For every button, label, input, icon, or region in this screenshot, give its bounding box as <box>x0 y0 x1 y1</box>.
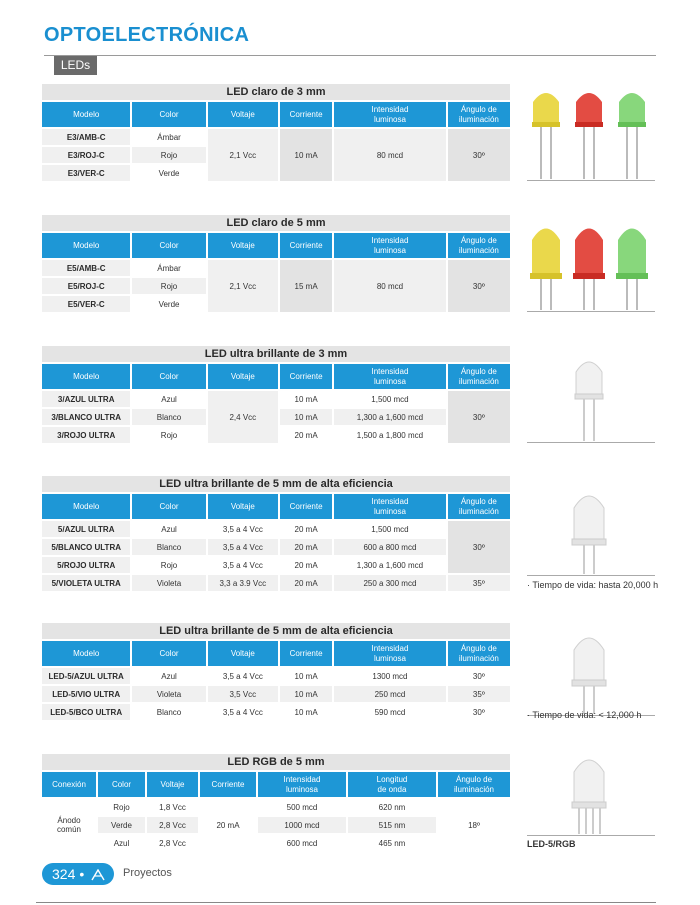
table-title: LED claro de 5 mm <box>42 215 510 231</box>
angle-cell: 30º <box>448 129 510 181</box>
intensity-cell: 600 a 800 mcd <box>334 539 445 555</box>
led-5-ultra-table-block <box>42 623 510 722</box>
yellow-led-icon <box>532 93 560 179</box>
header-row <box>42 233 510 258</box>
angle-cell: 35º <box>448 686 510 702</box>
intensity-cell: 600 mcd <box>258 835 346 851</box>
intensity-cell: 250 a 300 mcd <box>334 575 445 591</box>
model-cell: 5/BLANCO ULTRA <box>42 539 130 555</box>
lifetime-caption: · Tiempo de vida: < 12,000 h <box>527 710 642 720</box>
page-number-badge <box>42 863 114 885</box>
voltage-cell: 2,8 Vcc <box>147 817 198 833</box>
title-divider <box>44 55 656 56</box>
color-cell: Blanco <box>132 409 205 425</box>
current-cell: 20 mA <box>280 521 332 537</box>
led-5mm-table-block <box>42 215 510 314</box>
rgb-led-icon <box>572 760 606 834</box>
header-current: Corriente <box>280 102 332 127</box>
bottom-divider <box>36 902 656 903</box>
table-row <box>42 686 510 702</box>
rgb-model-caption: LED-5/RGB <box>527 839 576 849</box>
angle-cell: 30º <box>448 391 510 443</box>
footer-section-label: Proyectos <box>123 867 172 879</box>
header-row <box>42 772 510 797</box>
model-cell: E3/AMB-C <box>42 129 130 145</box>
header-row <box>42 494 510 519</box>
model-cell: LED-5/BCO ULTRA <box>42 704 130 720</box>
model-cell: 3/ROJO ULTRA <box>42 427 130 443</box>
model-cell: E5/AMB-C <box>42 260 130 276</box>
table-title: LED ultra brillante de 5 mm de alta eficiencia <box>42 476 510 492</box>
header-current: Corriente <box>280 364 332 389</box>
intensity-cell: 1000 mcd <box>258 817 346 833</box>
current-cell: 20 mA <box>280 575 332 591</box>
voltage-cell: 3,5 a 4 Vcc <box>208 521 278 537</box>
current-cell: 10 mA <box>280 704 332 720</box>
voltage-cell: 2,1 Vcc <box>208 129 278 181</box>
current-cell: 10 mA <box>280 129 332 181</box>
header-voltage: Voltaje <box>208 364 278 389</box>
current-cell: 10 mA <box>280 668 332 684</box>
header-color: Color <box>132 494 205 519</box>
header-intensity: Intensidad luminosa <box>334 233 445 258</box>
connection-cell: Ánodo común <box>42 799 96 851</box>
yellow-led-icon <box>530 229 562 311</box>
section-tab: LEDs <box>54 56 97 75</box>
header-angle: Ángulo de iluminación <box>448 364 510 389</box>
led-3mm-table <box>40 100 512 183</box>
header-color: Color <box>98 772 145 797</box>
intensity-cell: 250 mcd <box>334 686 445 702</box>
header-color: Color <box>132 233 205 258</box>
header-angle: Ángulo de iluminación <box>448 233 510 258</box>
header-voltage: Voltaje <box>208 494 278 519</box>
color-cell: Blanco <box>132 704 205 720</box>
model-cell: E5/ROJ-C <box>42 278 130 294</box>
led-rgb-table <box>40 770 512 853</box>
led-ultra-5mm-table-block <box>42 476 510 593</box>
color-cell: Azul <box>132 391 205 407</box>
intensity-cell: 500 mcd <box>258 799 346 815</box>
color-cell: Rojo <box>132 278 205 294</box>
project-icon <box>91 869 105 881</box>
table-row <box>42 575 510 591</box>
wavelength-cell: 465 nm <box>348 835 436 851</box>
header-model: Modelo <box>42 494 130 519</box>
model-cell: 5/AZUL ULTRA <box>42 521 130 537</box>
color-cell: Rojo <box>132 147 205 163</box>
header-intensity: Intensidad luminosa <box>334 364 445 389</box>
color-cell: Verde <box>98 817 145 833</box>
header-voltage: Voltaje <box>147 772 198 797</box>
led-ultra-3mm-table-block <box>42 346 510 445</box>
led-rgb-photo <box>527 746 655 836</box>
angle-cell: 30º <box>448 668 510 684</box>
angle-cell: 30º <box>448 260 510 312</box>
color-cell: Rojo <box>132 557 205 573</box>
header-voltage: Voltaje <box>208 102 278 127</box>
color-cell: Verde <box>132 165 205 181</box>
color-cell: Blanco <box>132 539 205 555</box>
current-cell: 20 mA <box>280 557 332 573</box>
table-row <box>42 129 510 145</box>
table-row <box>42 557 510 573</box>
led-rgb-table-block <box>42 754 510 853</box>
color-cell: Violeta <box>132 575 205 591</box>
voltage-cell: 3,5 a 4 Vcc <box>208 704 278 720</box>
voltage-cell: 3,5 a 4 Vcc <box>208 557 278 573</box>
angle-cell: 35º <box>448 575 510 591</box>
current-cell: 10 mA <box>280 391 332 407</box>
header-angle: Ángulo de iluminación <box>448 494 510 519</box>
led-ultra-5mm-table <box>40 492 512 593</box>
color-cell: Ámbar <box>132 260 205 276</box>
color-cell: Rojo <box>98 799 145 815</box>
header-angle: Ángulo de iluminación <box>448 102 510 127</box>
header-angle: Ángulo de iluminación <box>438 772 510 797</box>
header-row <box>42 641 510 666</box>
clear-led-icon <box>572 638 606 714</box>
intensity-cell: 1,300 a 1,600 mcd <box>334 409 445 425</box>
header-wavelength: Longitud de onda <box>348 772 436 797</box>
voltage-cell: 2,4 Vcc <box>208 391 278 443</box>
voltage-cell: 3,5 a 4 Vcc <box>208 539 278 555</box>
header-model: Modelo <box>42 233 130 258</box>
header-current: Corriente <box>280 641 332 666</box>
current-cell: 15 mA <box>280 260 332 312</box>
model-cell: 5/VIOLETA ULTRA <box>42 575 130 591</box>
current-cell: 10 mA <box>280 686 332 702</box>
header-voltage: Voltaje <box>208 641 278 666</box>
color-cell: Azul <box>98 835 145 851</box>
led-5-ultra-photo <box>527 620 655 716</box>
voltage-cell: 3,5 Vcc <box>208 686 278 702</box>
table-row <box>42 799 510 815</box>
led-3mm-photo <box>527 84 655 181</box>
color-cell: Ámbar <box>132 129 205 145</box>
page-title: OPTOELECTRÓNICA <box>44 24 250 46</box>
header-intensity: Intensidad luminosa <box>334 494 445 519</box>
table-title: LED ultra brillante de 5 mm de alta eficiencia <box>42 623 510 639</box>
header-model: Modelo <box>42 641 130 666</box>
header-angle: Ángulo de iluminación <box>448 641 510 666</box>
lifetime-caption: · Tiempo de vida: hasta 20,000 h <box>527 580 659 590</box>
color-cell: Verde <box>132 296 205 312</box>
bullet-icon: • <box>79 866 85 882</box>
table-row <box>42 539 510 555</box>
intensity-cell: 80 mcd <box>334 260 445 312</box>
clear-led-icon <box>572 496 606 574</box>
led-5mm-photo <box>527 215 655 312</box>
intensity-cell: 1300 mcd <box>334 668 445 684</box>
wavelength-cell: 515 nm <box>348 817 436 833</box>
header-current: Corriente <box>200 772 256 797</box>
header-row <box>42 102 510 127</box>
color-cell: Rojo <box>132 427 205 443</box>
led-5-ultra-table <box>40 639 512 722</box>
header-voltage: Voltaje <box>208 233 278 258</box>
voltage-cell: 2,8 Vcc <box>147 835 198 851</box>
header-intensity: Intensidad luminosa <box>334 641 445 666</box>
header-model: Modelo <box>42 102 130 127</box>
led-3mm-table-block <box>42 84 510 183</box>
table-row <box>42 521 510 537</box>
header-intensity: Intensidad luminosa <box>334 102 445 127</box>
clear-led-icon <box>575 362 603 441</box>
table-title: LED RGB de 5 mm <box>42 754 510 770</box>
color-cell: Azul <box>132 521 205 537</box>
model-cell: 5/ROJO ULTRA <box>42 557 130 573</box>
intensity-cell: 1,500 a 1,800 mcd <box>334 427 445 443</box>
green-led-icon <box>618 93 646 179</box>
led-5mm-table <box>40 231 512 314</box>
color-cell: Azul <box>132 668 205 684</box>
header-current: Corriente <box>280 233 332 258</box>
header-connection: Conexión <box>42 772 96 797</box>
intensity-cell: 1,500 mcd <box>334 391 445 407</box>
current-cell: 20 mA <box>280 539 332 555</box>
voltage-cell: 2,1 Vcc <box>208 260 278 312</box>
model-cell: 3/BLANCO ULTRA <box>42 409 130 425</box>
voltage-cell: 3,3 a 3.9 Vcc <box>208 575 278 591</box>
table-title: LED claro de 3 mm <box>42 84 510 100</box>
table-row <box>42 260 510 276</box>
red-led-icon <box>575 93 603 179</box>
current-cell: 10 mA <box>280 409 332 425</box>
intensity-cell: 1,300 a 1,600 mcd <box>334 557 445 573</box>
voltage-cell: 1,8 Vcc <box>147 799 198 815</box>
current-cell: 20 mA <box>280 427 332 443</box>
header-row <box>42 364 510 389</box>
header-color: Color <box>132 102 205 127</box>
header-color: Color <box>132 641 205 666</box>
model-cell: 3/AZUL ULTRA <box>42 391 130 407</box>
voltage-cell: 3,5 a 4 Vcc <box>208 668 278 684</box>
model-cell: E3/VER-C <box>42 165 130 181</box>
led-ultra-3mm-table <box>40 362 512 445</box>
table-row <box>42 668 510 684</box>
led-ultra-5mm-photo <box>527 476 655 576</box>
red-led-icon <box>573 229 605 311</box>
current-cell: 20 mA <box>200 799 256 851</box>
page-number: 324 <box>52 866 76 882</box>
intensity-cell: 1,500 mcd <box>334 521 445 537</box>
model-cell: LED-5/VIO ULTRA <box>42 686 130 702</box>
led-ultra-3mm-photo <box>527 346 655 443</box>
header-current: Corriente <box>280 494 332 519</box>
model-cell: E5/VER-C <box>42 296 130 312</box>
intensity-cell: 590 mcd <box>334 704 445 720</box>
header-model: Modelo <box>42 364 130 389</box>
header-color: Color <box>132 364 205 389</box>
angle-cell: 30º <box>448 521 510 573</box>
table-row <box>42 704 510 720</box>
color-cell: Violeta <box>132 686 205 702</box>
angle-cell: 30º <box>448 704 510 720</box>
table-title: LED ultra brillante de 3 mm <box>42 346 510 362</box>
table-row <box>42 391 510 407</box>
green-led-icon <box>616 229 648 311</box>
header-intensity: Intensidad luminosa <box>258 772 346 797</box>
model-cell: LED-5/AZUL ULTRA <box>42 668 130 684</box>
angle-cell: 18º <box>438 799 510 851</box>
model-cell: E3/ROJ-C <box>42 147 130 163</box>
wavelength-cell: 620 nm <box>348 799 436 815</box>
intensity-cell: 80 mcd <box>334 129 445 181</box>
